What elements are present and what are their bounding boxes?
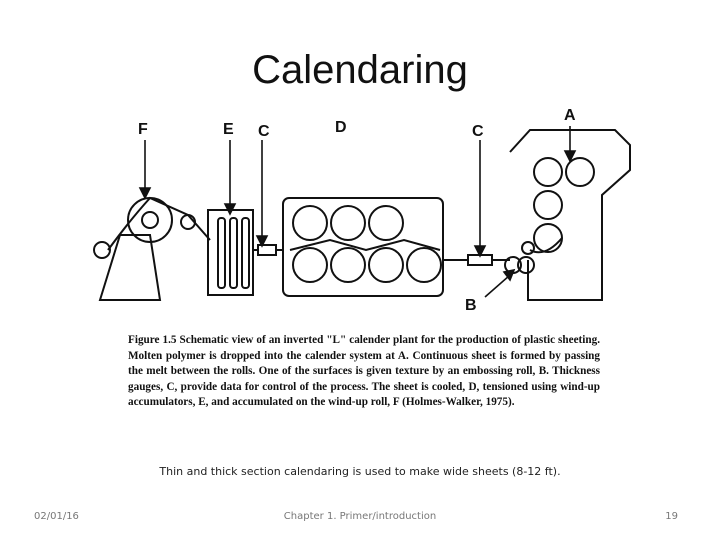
figure-caption-text: Schematic view of an inverted "L" calender plant for the production of plastic sheeting. Molten polymer is dropped into the calender system at A. Continuous sheet is formed by passing the melt between the rolls. One of the surfaces is given texture by an embossing roll, B. Thickness gauges, C, provide data for control of the process. The sheet is cooled, D, tensioned using wind-up accumulators, E, and accumulated on the wind-up roll, F (Holmes-Walker, 1975). bbox=[128, 334, 600, 409]
slide-subcaption: Thin and thick section calendaring is used to make wide sheets (8-12 ft). bbox=[159, 465, 561, 478]
label-D: D bbox=[335, 119, 347, 136]
label-C1: C bbox=[258, 123, 270, 140]
calender-plant-diagram bbox=[90, 100, 630, 314]
label-B: B bbox=[465, 297, 477, 314]
figure-label: Figure 1.5 bbox=[128, 334, 177, 346]
windup-small-roll bbox=[94, 242, 110, 258]
windup-roll-inner bbox=[142, 212, 158, 228]
footer-page-number: 19 bbox=[665, 511, 678, 522]
label-F: F bbox=[138, 121, 148, 138]
slide-title: Calendaring bbox=[252, 48, 468, 92]
label-C2: C bbox=[472, 123, 484, 140]
label-E: E bbox=[223, 121, 234, 138]
thickness-gauge-1 bbox=[258, 245, 276, 255]
label-A: A bbox=[564, 107, 576, 124]
footer-chapter: Chapter 1. Primer/introduction bbox=[283, 511, 437, 522]
figure-caption bbox=[128, 333, 600, 411]
footer-date: 02/01/16 bbox=[34, 511, 79, 522]
